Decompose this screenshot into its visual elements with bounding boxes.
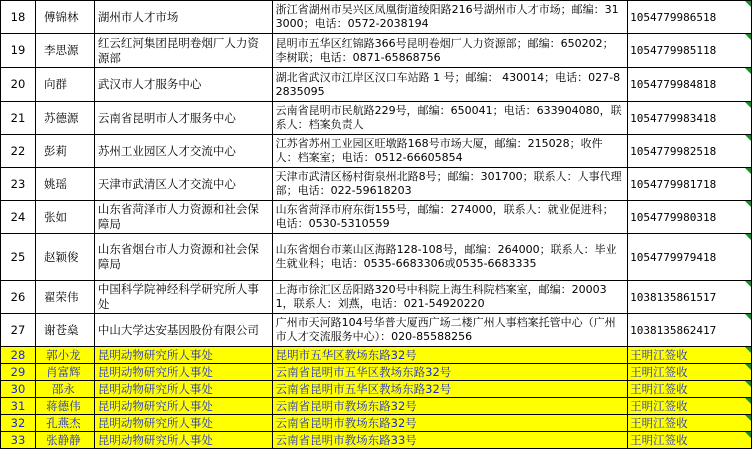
- person-name-cell: 郭小龙: [35, 347, 94, 364]
- row-number-cell: 32: [1, 415, 36, 432]
- mailing-address-cell: 云南省昆明市五华区教场东路32号: [272, 364, 628, 381]
- mailing-address-cell: 天津市武清区杨村街泉州北路8号；邮编：301700；联系人：人事代理部；电话：022-59618203: [272, 168, 628, 201]
- person-name-cell: 肖富辉: [35, 364, 94, 381]
- tracking-code-cell: 1054779980318: [628, 201, 752, 234]
- mailing-address-cell: 云南省昆明市教场东路33号: [272, 432, 628, 449]
- person-name-cell: 邵永: [35, 381, 94, 398]
- work-unit-cell: 红云红河集团昆明卷烟厂人力资源部: [94, 34, 272, 68]
- table-row: [1, 201, 752, 234]
- mailing-address-cell: 广州市天河路104号华普大厦西广场二楼广州人事档案托管中心（广州市人才交流服务中心）：020-85588256: [272, 314, 628, 347]
- work-unit-cell: 天津市武清区人才交流中心: [94, 168, 272, 201]
- person-name-cell: 向群: [35, 68, 94, 102]
- table-row: [1, 102, 752, 135]
- work-unit-cell: 苏州工业园区人才交流中心: [94, 135, 272, 168]
- work-unit-cell: 山东省菏泽市人力资源和社会保障局: [94, 201, 272, 234]
- table-row: [1, 68, 752, 102]
- tracking-code-cell: 1054779985118: [628, 34, 752, 68]
- mailing-address-cell: 山东省烟台市莱山区海路128-108号，邮编：264000；联系人：毕业生就业科；电话：0535-6683306或0535-6683335: [272, 234, 628, 281]
- mailing-address-cell: 昆明市五华区教场东路32号: [272, 347, 628, 364]
- row-number-cell: 30: [1, 381, 36, 398]
- tracking-code-cell: 1054779986518: [628, 1, 752, 34]
- table-row: [1, 168, 752, 201]
- work-unit-cell: 武汉市人才服务中心: [94, 68, 272, 102]
- table-row: [1, 1, 752, 34]
- tracking-code-cell: 1054779979418: [628, 234, 752, 281]
- tracking-code-cell: 王明江签收: [628, 364, 752, 381]
- row-number-cell: 23: [1, 168, 36, 201]
- row-number-cell: 31: [1, 398, 36, 415]
- person-name-cell: 蒋德伟: [35, 398, 94, 415]
- work-unit-cell: 山东省烟台市人力资源和社会保障局: [94, 234, 272, 281]
- records-table-body: [1, 1, 752, 449]
- work-unit-cell: 昆明动物研究所人事处: [94, 381, 272, 398]
- row-number-cell: 33: [1, 432, 36, 449]
- tracking-code-cell: 王明江签收: [628, 347, 752, 364]
- table-row: [1, 381, 752, 398]
- tracking-code-cell: 王明江签收: [628, 398, 752, 415]
- work-unit-cell: 湖州市人才市场: [94, 1, 272, 34]
- mailing-address-cell: 云南省昆明市五华区教场东路32号: [272, 381, 628, 398]
- tracking-code-cell: 1038135861517: [628, 281, 752, 314]
- tracking-code-cell: 1054779981718: [628, 168, 752, 201]
- work-unit-cell: 昆明动物研究所人事处: [94, 364, 272, 381]
- mailing-address-cell: 江苏省苏州工业园区旺墩路168号市场大厦，邮编：215028；收件人：档案室；电话：0512-66605854: [272, 135, 628, 168]
- mailing-address-cell: 上海市徐汇区岳阳路320号中科院上海生科院档案室，邮编：200031，联系人：刘燕，电话：021-54920220: [272, 281, 628, 314]
- tracking-code-cell: 1038135862417: [628, 314, 752, 347]
- work-unit-cell: 中国科学院神经科学研究所人事处: [94, 281, 272, 314]
- mailing-address-cell: 云南省昆明市教场东路32号: [272, 415, 628, 432]
- table-row: [1, 34, 752, 68]
- row-number-cell: 20: [1, 68, 36, 102]
- mailing-address-cell: 山东省菏泽市府东街155号，邮编：274000，联系人：就业促进科；电话：0530-5310559: [272, 201, 628, 234]
- table-row: [1, 135, 752, 168]
- work-unit-cell: 昆明动物研究所人事处: [94, 398, 272, 415]
- work-unit-cell: 昆明动物研究所人事处: [94, 415, 272, 432]
- person-name-cell: 苏德源: [35, 102, 94, 135]
- person-name-cell: 张如: [35, 201, 94, 234]
- person-name-cell: 李思源: [35, 34, 94, 68]
- mailing-address-cell: 云南省昆明市教场东路32号: [272, 398, 628, 415]
- person-name-cell: 翟荣伟: [35, 281, 94, 314]
- work-unit-cell: 中山大学达安基因股份有限公司: [94, 314, 272, 347]
- tracking-code-cell: 1054779984818: [628, 68, 752, 102]
- table-row: [1, 347, 752, 364]
- row-number-cell: 25: [1, 234, 36, 281]
- table-row: [1, 432, 752, 449]
- mailing-address-cell: 湖北省武汉市江岸区汉口车站路 1 号；邮编： 430014；电话：027-82835095: [272, 68, 628, 102]
- tracking-code-cell: 王明江签收: [628, 381, 752, 398]
- person-name-cell: 谢苍燊: [35, 314, 94, 347]
- person-name-cell: 孔燕杰: [35, 415, 94, 432]
- person-name-cell: 张静静: [35, 432, 94, 449]
- tracking-code-cell: 1054779983418: [628, 102, 752, 135]
- work-unit-cell: 云南省昆明市人才服务中心: [94, 102, 272, 135]
- row-number-cell: 22: [1, 135, 36, 168]
- table-row: [1, 234, 752, 281]
- row-number-cell: 18: [1, 1, 36, 34]
- work-unit-cell: 昆明动物研究所人事处: [94, 432, 272, 449]
- mailing-address-cell: 昆明市五华区红锦路366号昆明卷烟厂人力资源部；邮编：650202；李树联；电话：0871-65868756: [272, 34, 628, 68]
- work-unit-cell: 昆明动物研究所人事处: [94, 347, 272, 364]
- mailing-address-cell: 浙江省湖州市吴兴区凤凰街道绫阳路216号湖州市人才市场；邮编：313000；电话：0572-2038194: [272, 1, 628, 34]
- person-name-cell: 彭莉: [35, 135, 94, 168]
- row-number-cell: 19: [1, 34, 36, 68]
- tracking-code-cell: 王明江签收: [628, 415, 752, 432]
- person-name-cell: 姚瑶: [35, 168, 94, 201]
- table-row: [1, 398, 752, 415]
- row-number-cell: 24: [1, 201, 36, 234]
- table-row: [1, 314, 752, 347]
- person-name-cell: 傅锦林: [35, 1, 94, 34]
- mailing-address-cell: 云南省昆明市民航路229号，邮编：650041；电话：633904080，联系人：档案负责人: [272, 102, 628, 135]
- row-number-cell: 26: [1, 281, 36, 314]
- table-row: [1, 415, 752, 432]
- row-number-cell: 28: [1, 347, 36, 364]
- person-name-cell: 赵颖俊: [35, 234, 94, 281]
- table-row: [1, 364, 752, 381]
- tracking-code-cell: 王明江签收: [628, 432, 752, 449]
- row-number-cell: 21: [1, 102, 36, 135]
- tracking-code-cell: 1054779982518: [628, 135, 752, 168]
- row-number-cell: 27: [1, 314, 36, 347]
- row-number-cell: 29: [1, 364, 36, 381]
- table-row: [1, 281, 752, 314]
